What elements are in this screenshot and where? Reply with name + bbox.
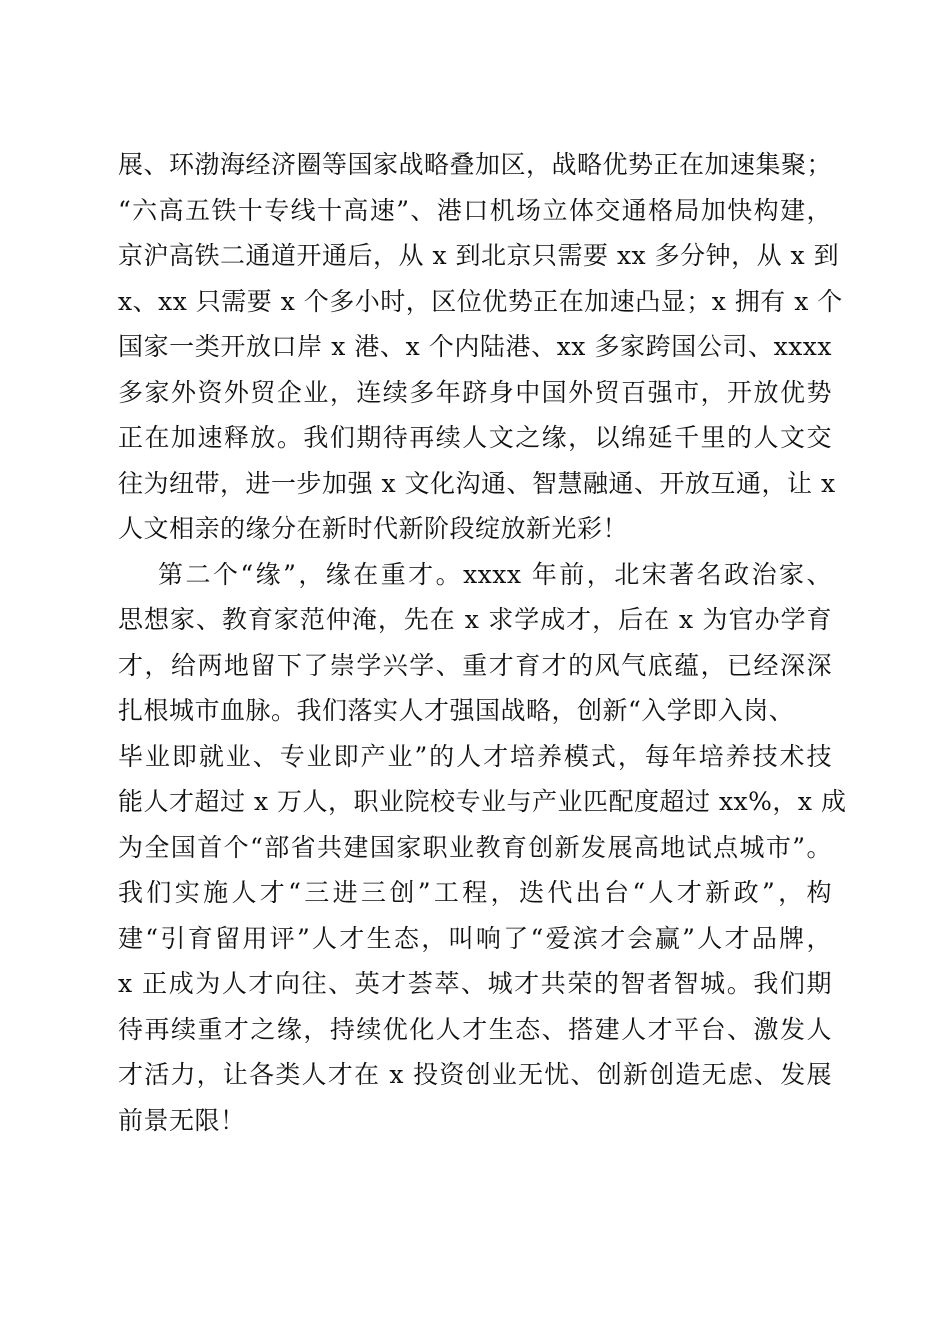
text-line: 才，给两地留下了崇学兴学、重才育才的风气底蕴，已经深深 xyxy=(118,650,832,680)
text-line: 我们实施人才“三进三创”工程，迭代出台“人才新政”，构 xyxy=(118,878,832,907)
text-line: 人文相亲的缘分在新时代新阶段绽放新光彩！ xyxy=(118,514,629,543)
text-line: 才活力，让各类人才在 x 投资创业无忧、创新创造无虑、发展 xyxy=(118,1060,832,1089)
text-line: 往为纽带，进一步加强 x 文化沟通、智慧融通、开放互通，让 x xyxy=(118,468,836,498)
text-line: 多家外资外贸企业，连续多年跻身中国外贸百强市，开放优势 xyxy=(118,377,832,407)
text-line: “六高五铁十专线十高速”、港口机场立体交通格局加快构建， xyxy=(118,195,832,225)
text-line: 国家一类开放口岸 x 港、x 个内陆港、xx 多家跨国公司、xxxx xyxy=(118,332,832,361)
text-line: 思想家、教育家范仲淹，先在 x 求学成才，后在 x 为官办学育 xyxy=(118,605,832,634)
text-line: 毕业即就业、专业即产业”的人才培养模式，每年培养技术技 xyxy=(118,741,832,771)
text-line: 待再续重才之缘，持续优化人才生态、搭建人才平台、激发人 xyxy=(118,1014,832,1044)
paragraph-1 xyxy=(118,142,843,552)
paragraph-2 xyxy=(118,552,847,1144)
text-line: 第二个“缘”，缘在重才。xxxx 年前，北宋著名政治家、 xyxy=(158,559,832,589)
text-line: 前景无限！ xyxy=(118,1105,246,1135)
text-line: 扎根城市血脉。我们落实人才强国战略，创新“入学即入岗、 xyxy=(118,696,795,725)
text-line: 展、环渤海经济圈等国家战略叠加区，战略优势正在加速集聚； xyxy=(118,150,833,179)
document-body xyxy=(118,142,847,1143)
text-line: 正在加速释放。我们期待再续人文之缘，以绵延千里的人文交 xyxy=(118,423,832,452)
text-line: 为全国首个“部省共建国家职业教育创新发展高地试点城市”。 xyxy=(118,832,832,862)
text-line: 能人才超过 x 万人，职业院校专业与产业匹配度超过 xx%，x 成 xyxy=(118,787,847,816)
text-line: x 正成为人才向往、英才荟萃、城才共荣的智者智城。我们期 xyxy=(118,969,832,998)
text-line: 京沪高铁二通道开通后，从 x 到北京只需要 xx 多分钟，从 x 到 xyxy=(118,241,840,270)
text-line: x、xx 只需要 x 个多小时，区位优势正在加速凸显；x 拥有 x 个 xyxy=(118,286,843,316)
text-line: 建“引育留用评”人才生态，叫响了“爱滨才会赢”人才品牌， xyxy=(118,923,832,953)
